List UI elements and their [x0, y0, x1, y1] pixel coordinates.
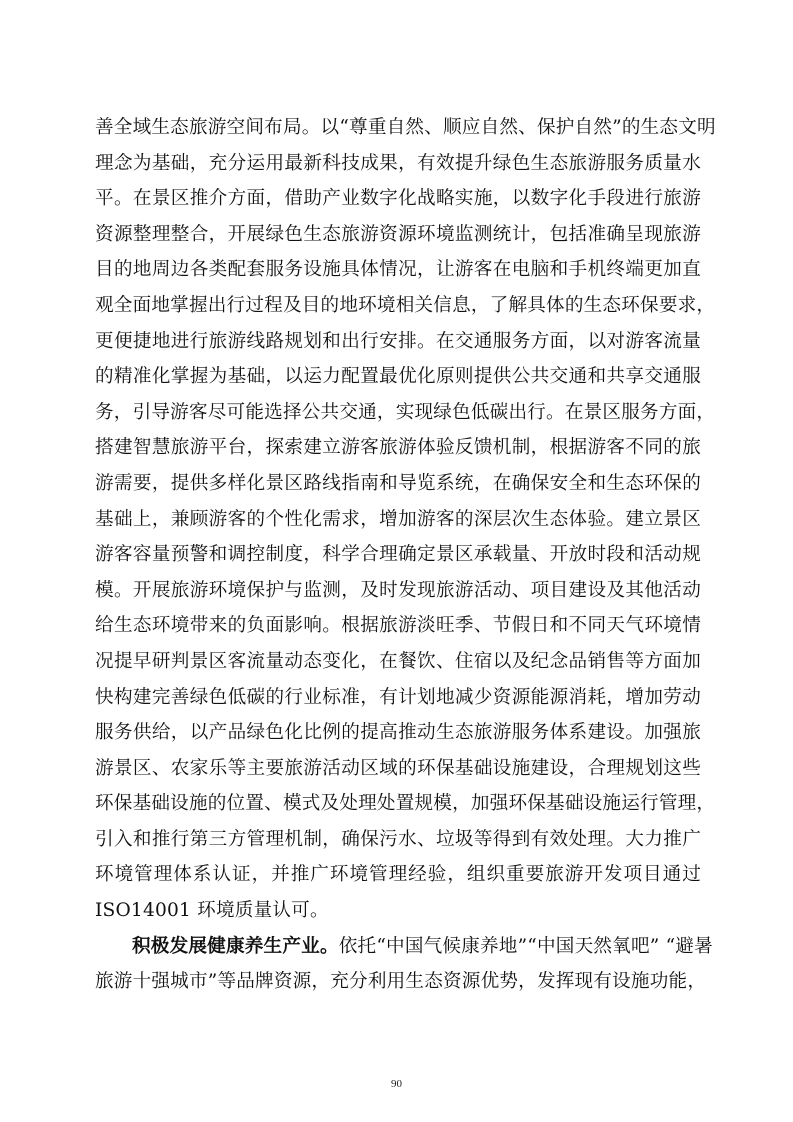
page-number: 90	[391, 1078, 402, 1090]
body-text	[95, 110, 716, 1000]
paragraph-line: 游客容量预警和调控制度，科学合理确定景区承载量、开放时段和活动规	[95, 544, 701, 566]
paragraph-line: 目的地周边各类配套服务设施具体情况，让游客在电脑和手机终端更加直	[95, 259, 701, 281]
paragraph-line: 给生态环境带来的负面影响。根据旅游淡旺季、节假日和不同天气环境情	[95, 615, 701, 637]
paragraph-line: 服务供给，以产品绿色化比例的提高推动生态旅游服务体系建设。加强旅	[95, 722, 701, 744]
paragraph-2-text: 依托“中国气候康养地”“中国天然氧吧” “避暑	[338, 935, 713, 957]
paragraph-line: 资源整理整合，开展绿色生态旅游资源环境监测统计，包括准确呈现旅游	[95, 223, 701, 245]
paragraph-line: 平。在景区推介方面，借助产业数字化战略实施，以数字化手段进行旅游	[95, 188, 701, 210]
paragraph-2-first-line	[95, 929, 713, 965]
paragraph-line: 观全面地掌握出行过程及目的地环境相关信息，了解具体的生态环保要求，	[95, 294, 716, 316]
paragraph-line: 引入和推行第三方管理机制，确保污水、垃圾等得到有效处理。大力推广	[95, 828, 701, 850]
paragraph-line: 游需要，提供多样化景区路线指南和导览系统，在确保安全和生态环保的	[95, 472, 701, 494]
paragraph-line: 模。开展旅游环境保护与监测，及时发现旅游活动、项目建设及其他活动	[95, 579, 701, 601]
paragraph-line: 况提早研判景区客流量动态变化，在餐饮、住宿以及纪念品销售等方面加	[95, 650, 701, 672]
paragraph-line: 善全域生态旅游空间布局。以“尊重自然、顺应自然、保护自然”的生态文明	[95, 117, 716, 138]
paragraph-line: 旅游十强城市”等品牌资源，充分利用生态资源优势，发挥现有设施功能，	[95, 971, 707, 993]
paragraph-line: 务，引导游客尽可能选择公共交通，实现绿色低碳出行。在景区服务方面，	[95, 401, 716, 423]
paragraph-line: 环境管理体系认证，并推广环境管理经验，组织重要旅游开发项目通过	[95, 864, 701, 886]
paragraph-line: 搭建智慧旅游平台，探索建立游客旅游体验反馈机制，根据游客不同的旅	[95, 437, 701, 459]
paragraph-line: ISO14001 环境质量认可。	[95, 900, 329, 922]
paragraph-line: 快构建完善绿色低碳的行业标准，有计划地减少资源能源消耗，增加劳动	[95, 686, 701, 708]
section-heading: 积极发展健康养生产业。	[132, 935, 339, 957]
paragraph-line: 理念为基础，充分运用最新科技成果，有效提升绿色生态旅游服务质量水	[95, 152, 701, 174]
paragraph-line: 环保基础设施的位置、模式及处理处置规模，加强环保基础设施运行管理，	[95, 793, 716, 815]
paragraph-line: 更便捷地进行旅游线路规划和出行安排。在交通服务方面，以对游客流量	[95, 330, 701, 352]
paragraph-line: 基础上，兼顾游客的个性化需求，增加游客的深层次生态体验。建立景区	[95, 508, 701, 530]
paragraph-line: 的精准化掌握为基础，以运力配置最优化原则提供公共交通和共享交通服	[95, 366, 701, 388]
paragraph-line: 游景区、农家乐等主要旅游活动区域的环保基础设施建设，合理规划这些	[95, 757, 701, 779]
